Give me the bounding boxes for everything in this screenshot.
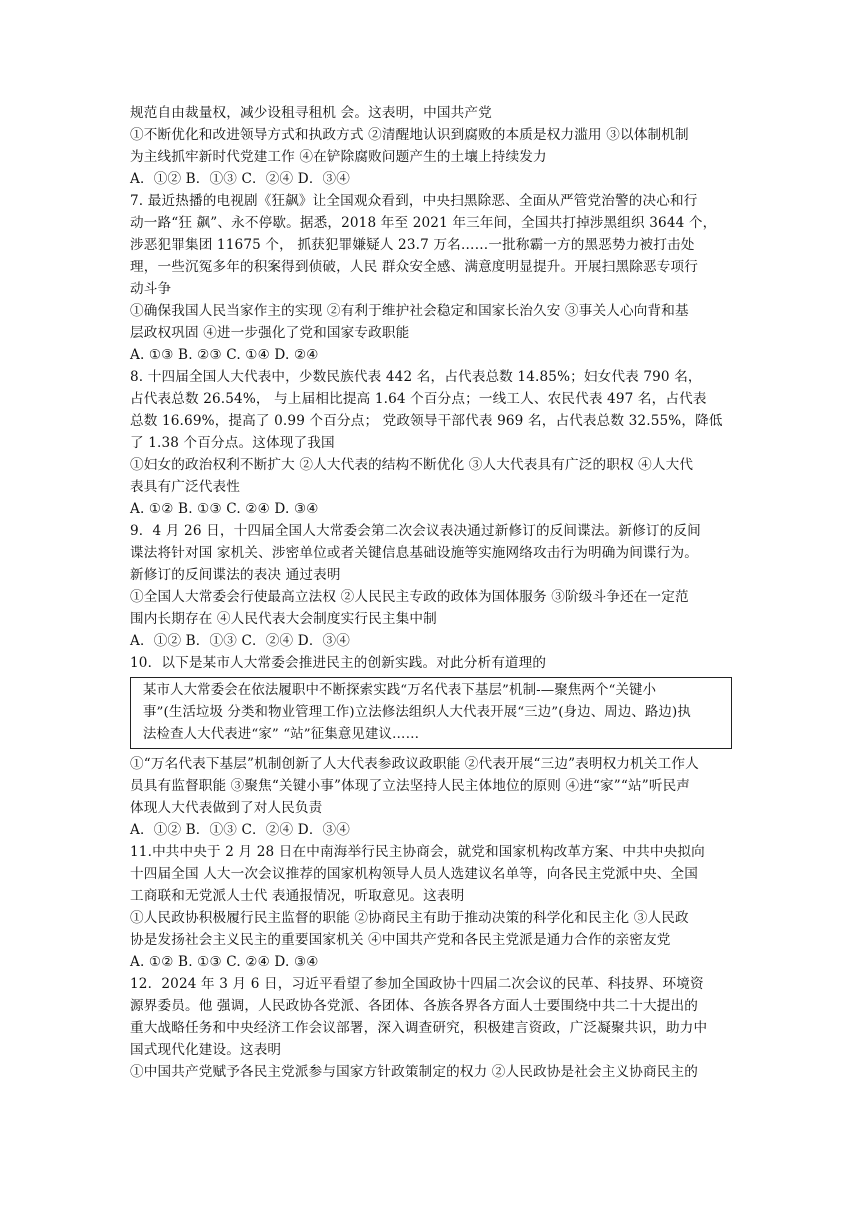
material-line: 法检查人大代表进“家” “站”征集意见建议…… xyxy=(143,727,420,742)
text-line: 7. 最近热播的电视剧《狂飙》让全国观众看到，中央扫黑除恶、全面从严管党治警的决心和行 xyxy=(130,193,698,209)
text-line: 了 1.38 个百分点。这体现了我国 xyxy=(130,435,335,451)
text-line: 协是发扬社会主义民主的重要国家机关 ④中国共产党和各民主党派是通力合作的亲密友党 xyxy=(130,932,671,948)
text-line: 谍法将针对国 家机关、涉密单位或者关键信息基础设施等实施网络攻击行为明确为间谍行为。 xyxy=(130,545,698,561)
text-line: 动斗争 xyxy=(130,281,172,297)
text-line: 重大战略任务和中央经济工作会议部署，深入调查研究，积极建言资政，广泛凝聚共识，助力中 xyxy=(130,1020,708,1036)
text-line: A. ①② B. ①③ C. ②④ D. ③④ xyxy=(130,501,319,517)
text-line: 9．4 月 26 日，十四届全国人大常委会第二次会议表决通过新修订的反间谍法。新修订的反间 xyxy=(130,523,701,539)
text-line: ①妇女的政治权利不断扩大 ②人大代表的结构不断优化 ③人大代表具有广泛的职权 ④人大代 xyxy=(130,457,694,473)
text-line: ①不断优化和改进领导方式和执政方式 ②清醒地认识到腐败的本质是权力滥用 ③以体制机制 xyxy=(130,127,689,143)
text-line: ①全国人大常委会行使最高立法权 ②人民民主专政的政体为国体服务 ③阶级斗争还在一定范 xyxy=(130,589,689,605)
text-line: 动一路“狂 飙”、永不停歇。据悉，2018 年至 2021 年三年间，全国共打掉涉黑组织 3644 个， xyxy=(130,215,717,231)
text-line: 规范自由裁量权，减少设租寻租机 会。这表明，中国共产党 xyxy=(130,105,492,121)
text-line: 新修订的反间谍法的表决 通过表明 xyxy=(130,567,341,583)
text-line: 工商联和无党派人士代 表通报情况，听取意见。这表明 xyxy=(130,888,465,904)
text-line: ①“万名代表下基层”机制创新了人大代表参政议政职能 ②代表开展“三边”表明权力机关工作人 xyxy=(130,756,699,772)
text-line: ①人民政协积极履行民主监督的职能 ②协商民主有助于推动决策的科学化和民主化 ③人民政 xyxy=(130,910,689,926)
text-line: 10．以下是某市人大常委会推进民主的创新实践。对此分析有道理的 xyxy=(130,655,547,671)
question-text-block xyxy=(130,102,734,674)
text-line: 十四届全国 人大一次会议推荐的国家机构领导人员人选建议名单等，向各民主党派中央、全国 xyxy=(130,866,698,882)
material-box xyxy=(130,677,732,749)
text-line: 表具有广泛代表性 xyxy=(130,479,240,495)
text-line: 12．2024 年 3 月 6 日，习近平看望了参加全国政协十四届二次会议的民革、科技界、环境资 xyxy=(130,976,704,992)
text-line: 围内长期存在 ④人民代表大会制度实行民主集中制 xyxy=(130,611,437,627)
text-line: 员具有监督职能 ③聚焦“关键小事”体现了立法坚持人民主体地位的原则 ④进“家”“站”听民声 xyxy=(130,778,691,794)
text-line: A. ①③ B. ②③ C. ①④ D. ②④ xyxy=(130,347,319,363)
text-line: 总数 16.69%，提高了 0.99 个百分点； 党政领导干部代表 969 名，占代表总数 32.55%，降低 xyxy=(130,413,723,429)
text-line: 体现人大代表做到了对人民负责 xyxy=(130,800,323,816)
text-line: ①中国共产党赋予各民主党派参与国家方针政策制定的权力 ②人民政协是社会主义协商民主的 xyxy=(130,1064,698,1080)
exam-page xyxy=(130,102,734,1083)
text-line: A．①② B．①③ C．②④ D．③④ xyxy=(130,171,351,187)
question-text-block xyxy=(130,753,734,1083)
text-line: 11.中共中央于 2 月 28 日在中南海举行民主协商会，就党和国家机构改革方案、中共中央拟向 xyxy=(130,844,705,860)
text-line: A．①② B．①③ C．②④ D．③④ xyxy=(130,633,351,649)
text-line: 源界委员。他 强调，人民政协各党派、各团体、各族各界各方面人士要围绕中共二十大提出的 xyxy=(130,998,698,1014)
text-line: A．①② B．①③ C．②④ D．③④ xyxy=(130,822,351,838)
text-line: A. ①② B. ①③ C. ②④ D. ③④ xyxy=(130,954,319,970)
text-line: 8. 十四届全国人大代表中，少数民族代表 442 名，占代表总数 14.85%；妇女代表 790 名， xyxy=(130,369,702,385)
text-line: ①确保我国人民当家作主的实现 ②有利于维护社会稳定和国家长治久安 ③事关人心向背和基 xyxy=(130,303,689,319)
text-line: 占代表总数 26.54%， 与上届相比提高 1.64 个百分点；一线工人、农民代表 497 名，占代表 xyxy=(130,391,707,407)
text-line: 理，一些沉冤多年的积案得到侦破，人民 群众安全感、满意度明显提升。开展扫黑除恶专项行 xyxy=(130,259,698,275)
text-line: 为主线抓牢新时代党建工作 ④在铲除腐败问题产生的土壤上持续发力 xyxy=(130,149,547,165)
text-line: 层政权巩固 ④进一步强化了党和国家专政职能 xyxy=(130,325,410,341)
material-line: 事”(生活垃圾 分类和物业管理工作)立法修法组织人大代表开展“三边”(身边、周边、路边)执 xyxy=(143,705,691,720)
text-line: 涉恶犯罪集团 11675 个， 抓获犯罪嫌疑人 23.7 万名……一批称霸一方的黑恶势力被打击处 xyxy=(130,237,695,253)
material-line: 某市人大常委会在依法履职中不断探索实践“万名代表下基层”机制-—聚焦两个“关键小 xyxy=(143,683,657,698)
text-line: 国式现代化建设。这表明 xyxy=(130,1042,282,1058)
